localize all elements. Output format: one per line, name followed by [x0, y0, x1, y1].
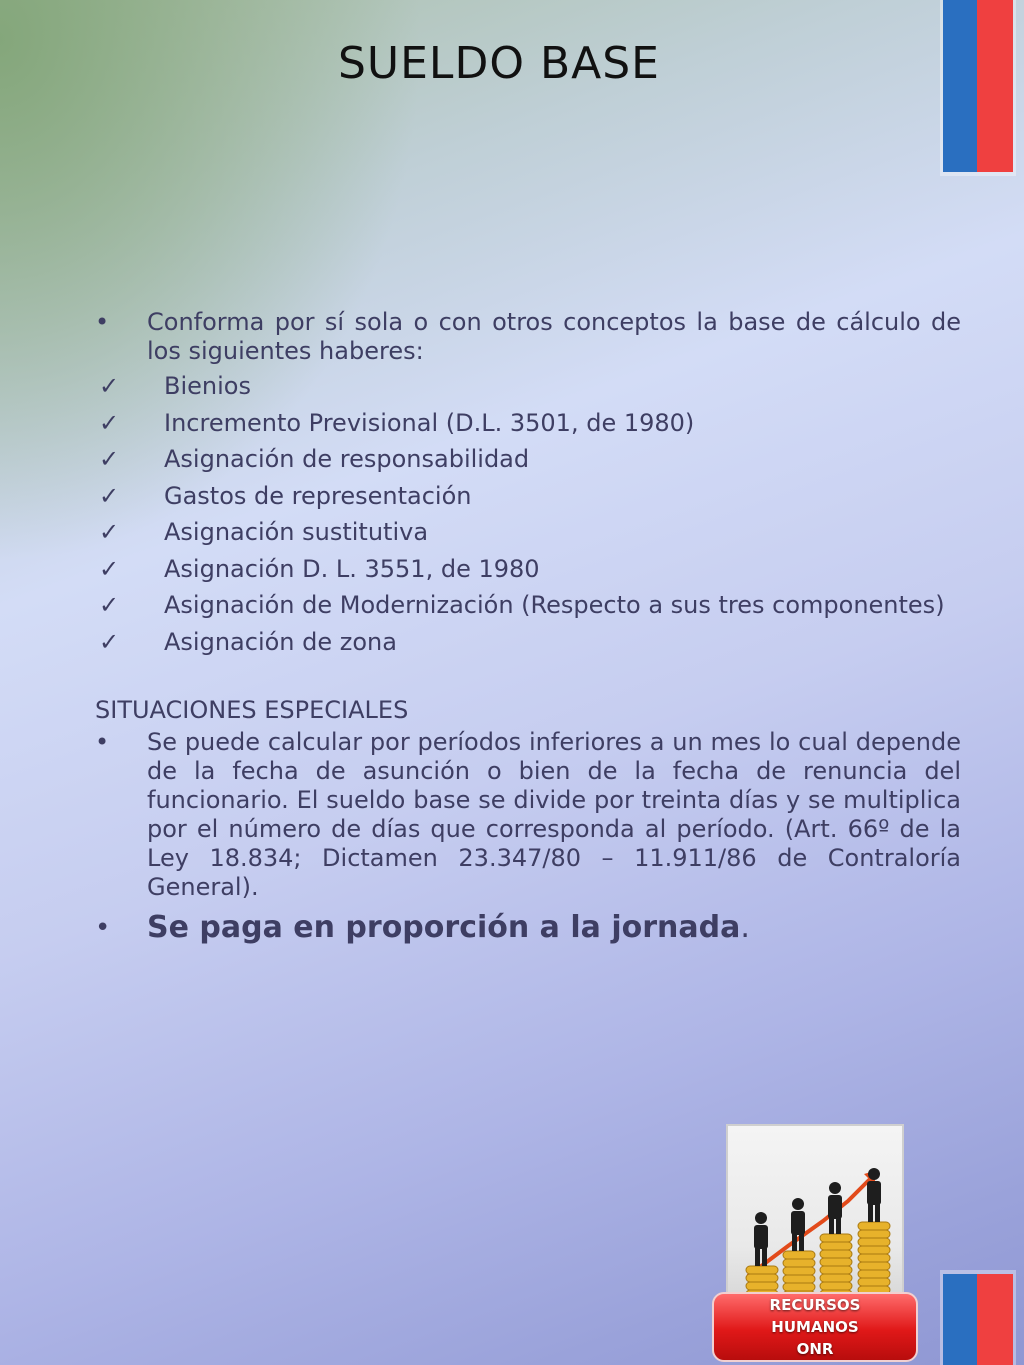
haber-label: Asignación D. L. 3551, de 1980 — [164, 554, 540, 583]
flag-stripe-red-top — [977, 0, 1013, 172]
haber-label: Asignación de Modernización (Respecto a sus tres componentes) — [164, 591, 945, 619]
highlight-line — [147, 904, 961, 953]
haber-label: Bienios — [164, 372, 251, 400]
slide-title: SUELDO BASE — [338, 38, 660, 89]
slide-body — [95, 308, 961, 953]
haber-item — [95, 405, 961, 442]
highlight-period: . — [740, 910, 750, 945]
badge-line-1: RECURSOS — [769, 1296, 861, 1314]
checkmark-icon: ✓ — [99, 445, 120, 473]
special-item — [95, 728, 961, 902]
badge-line-2: HUMANOS — [771, 1318, 859, 1336]
coins-people-image — [726, 1124, 904, 1300]
checkmark-icon: ✓ — [99, 408, 120, 437]
flag-stripe-blue-bottom — [943, 1274, 979, 1365]
haber-label: Gastos de representación — [164, 481, 472, 510]
haberes-list — [95, 368, 961, 660]
haber-item — [95, 441, 961, 478]
flag-stripe-red-bottom — [977, 1274, 1013, 1365]
haber-item — [95, 514, 961, 551]
bullet-icon: • — [95, 728, 110, 756]
flag-stripe-blue-top — [943, 0, 979, 172]
highlight-text: Se paga en proporción a la jornada — [147, 910, 741, 945]
section-title: SITUACIONES ESPECIALES — [95, 696, 409, 724]
recursos-humanos-badge — [712, 1292, 918, 1362]
haber-item — [95, 368, 961, 405]
badge-line-3: ONR — [796, 1340, 834, 1358]
checkmark-icon: ✓ — [99, 627, 120, 656]
special-paragraph: Se puede calcular por períodos inferiores a un mes lo cual depende de la fecha de asunción o bien de la fecha de renuncia del funcionario. El sueldo base se divide por treinta días y se multiplica por el número de días que corresponda al período. (Art. 66º de la Ley 18.834; Dictamen 23.347/80 – 11.911/86 de Contraloría General). — [147, 728, 961, 901]
checkmark-icon: ✓ — [99, 591, 120, 619]
bullet-icon: • — [95, 308, 110, 336]
haber-item — [95, 478, 961, 515]
haber-label: Asignación sustitutiva — [164, 518, 429, 546]
highlight-item — [95, 904, 961, 953]
haber-label: Asignación de zona — [164, 627, 397, 656]
checkmark-icon: ✓ — [99, 481, 120, 510]
haber-label: Incremento Previsional (D.L. 3501, de 1980) — [164, 408, 695, 437]
haber-item — [95, 551, 961, 588]
bullet-icon: • — [95, 913, 111, 943]
haber-item — [95, 587, 961, 624]
recursos-humanos-logo — [724, 1122, 906, 1365]
checkmark-icon: ✓ — [99, 554, 120, 583]
haber-label: Asignación de responsabilidad — [164, 445, 530, 473]
checkmark-icon: ✓ — [99, 518, 120, 546]
intro-item — [95, 308, 961, 366]
checkmark-icon: ✓ — [99, 372, 120, 400]
intro-text: Conforma por sí sola o con otros conceptos la base de cálculo de los siguientes haberes: — [147, 308, 961, 365]
coins-people-illustration — [728, 1126, 902, 1298]
haber-item — [95, 624, 961, 661]
